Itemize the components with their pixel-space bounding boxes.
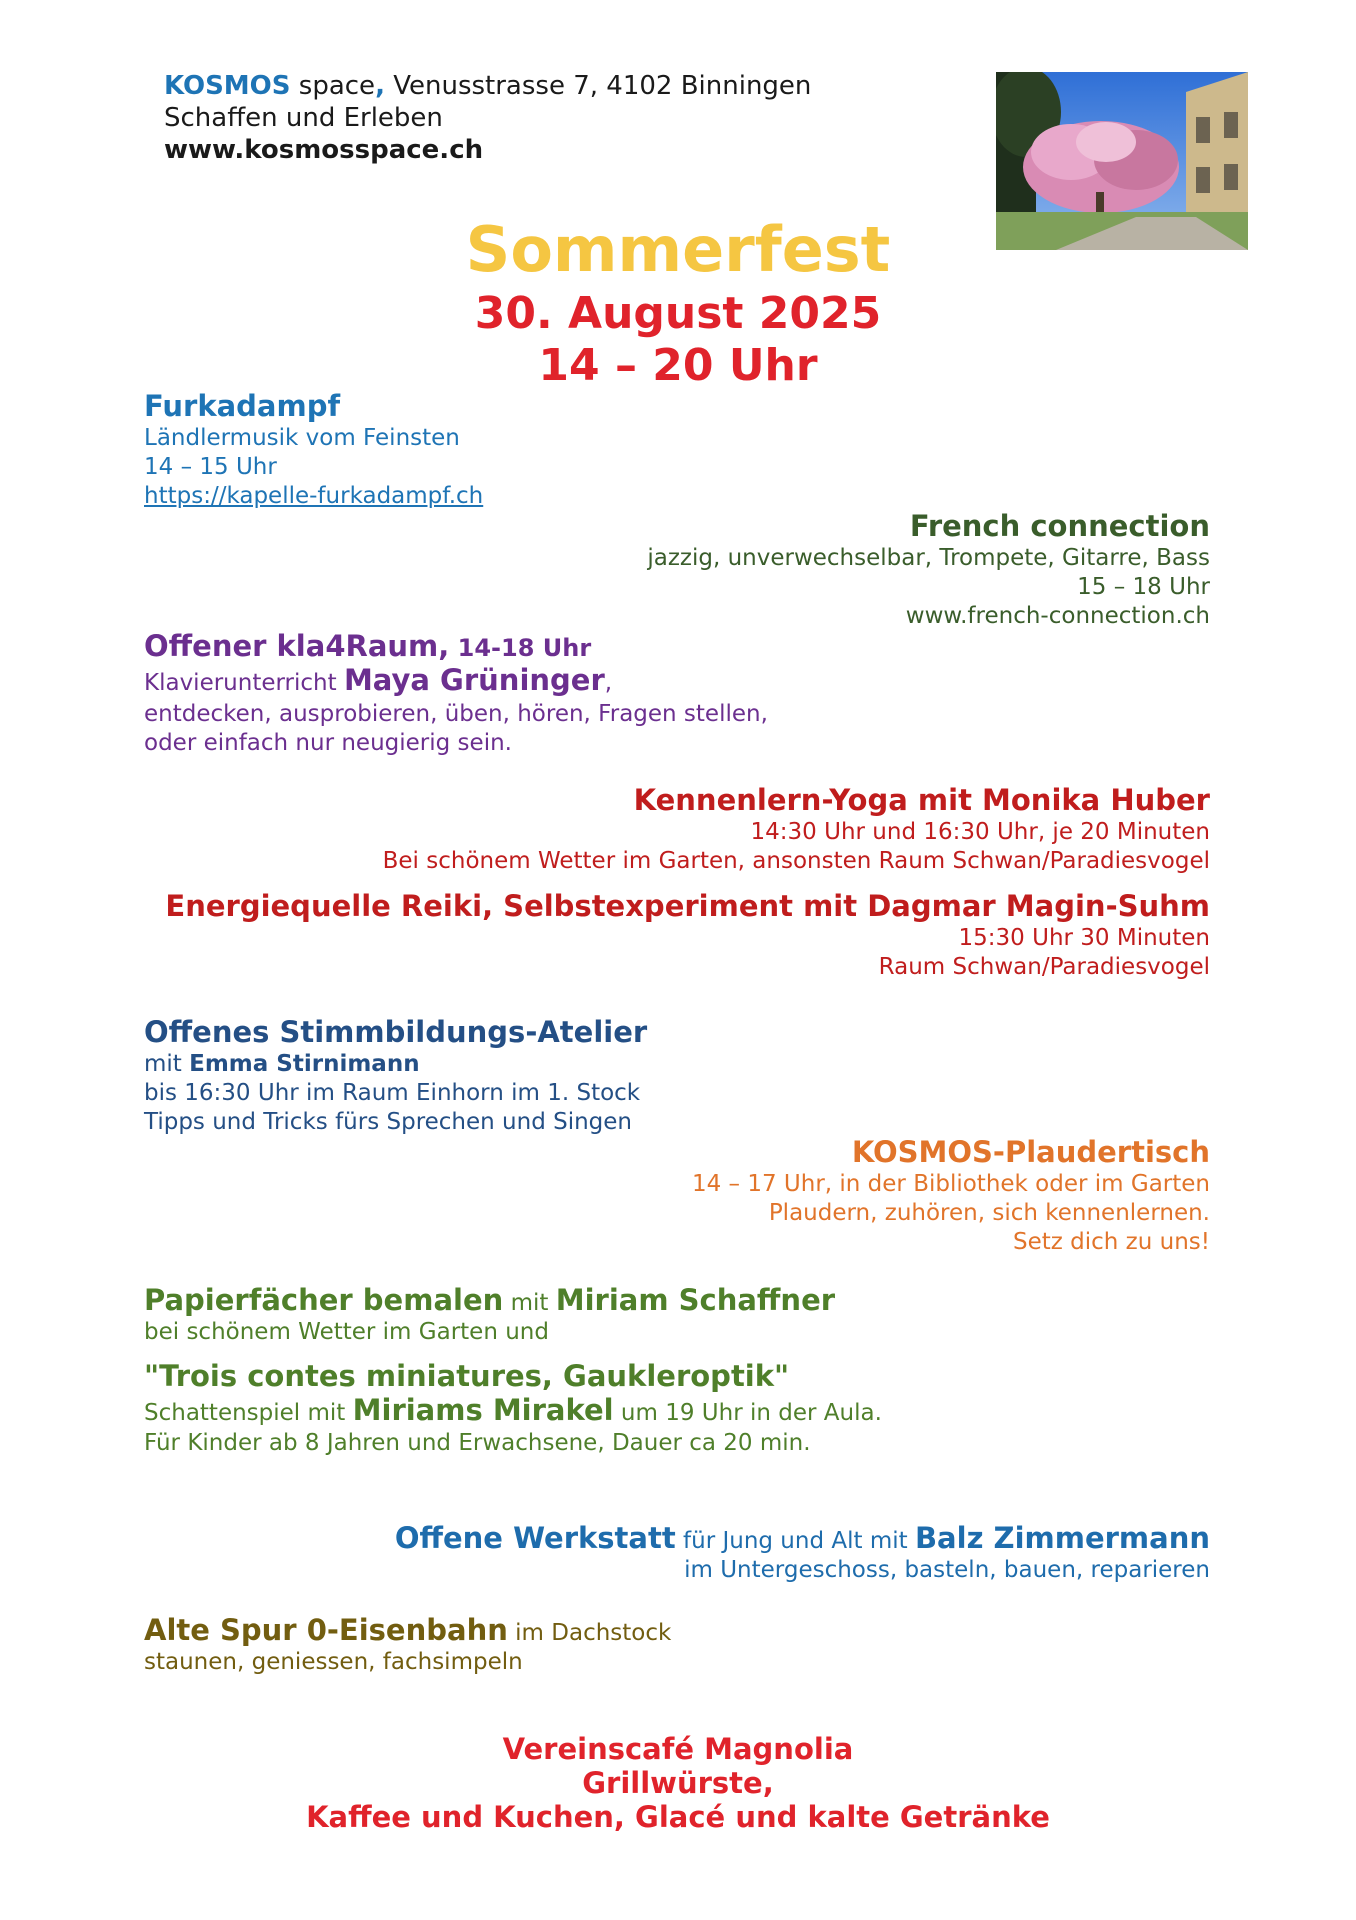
- furkadampf-desc: Ländlermusik vom Feinsten: [144, 425, 460, 451]
- stimm-teacher-pre: mit: [144, 1051, 190, 1077]
- kla4raum-time: 14-18 Uhr: [449, 634, 592, 662]
- header-address-line: [164, 70, 811, 102]
- kla4raum-desc-1: entdecken, ausprobieren, üben, hören, Fragen stellen,: [144, 701, 768, 727]
- eisenbahn-location: im Dachstock: [507, 1620, 672, 1646]
- plauder-time: 14 – 17 Uhr, in der Bibliothek oder im Garten: [691, 1171, 1210, 1197]
- furkadampf-link[interactable]: https://kapelle-furkadampf.ch: [144, 483, 484, 509]
- yoga-time: 14:30 Uhr und 16:30 Uhr, je 20 Minuten: [750, 819, 1210, 845]
- stimm-teacher-line: [144, 1050, 647, 1079]
- program-yoga: [383, 782, 1210, 876]
- event-date: 30. August 2025: [474, 288, 882, 339]
- contes-post: um 19 Uhr in der Aula.: [613, 1400, 882, 1426]
- werkstatt-heading: [395, 1520, 1210, 1556]
- contes-title: "Trois contes miniatures, Gaukleroptik": [144, 1359, 790, 1393]
- reiki-title: Energiequelle Reiki, Selbstexperiment mit Dagmar Magin-Suhm: [165, 889, 1210, 923]
- werkstatt-title: Offene Werkstatt: [394, 1521, 676, 1555]
- program-furkadampf: [144, 388, 483, 511]
- furkadampf-time: 14 – 15 Uhr: [144, 454, 277, 480]
- papier-desc: bei schönem Wetter im Garten und: [144, 1319, 549, 1345]
- program-reiki: [165, 888, 1210, 982]
- eisenbahn-heading: [144, 1612, 671, 1648]
- kla4raum-teacher-line: [144, 664, 768, 700]
- brand-comma: ,: [375, 71, 385, 101]
- stimm-title: Offenes Stimmbildungs-Atelier: [144, 1015, 648, 1049]
- yoga-title: Kennenlern-Yoga mit Monika Huber: [633, 783, 1210, 817]
- plauder-title: KOSMOS-Plaudertisch: [851, 1135, 1210, 1169]
- program-eisenbahn: [144, 1612, 671, 1677]
- french-title: French connection: [909, 509, 1210, 543]
- program-schattenspiel: [144, 1358, 882, 1458]
- program-werkstatt: [395, 1520, 1210, 1585]
- contes-audience: Für Kinder ab 8 Jahren und Erwachsene, Dauer ca 20 min.: [144, 1430, 811, 1456]
- contes-performer: Miriams Mirakel: [352, 1393, 614, 1427]
- program-french-connection: [647, 508, 1210, 631]
- french-desc: jazzig, unverwechselbar, Trompete, Gitarre, Bass: [647, 545, 1210, 571]
- reiki-time: 15:30 Uhr 30 Minuten: [958, 925, 1210, 951]
- title-block: [0, 212, 1356, 392]
- furkadampf-title: Furkadampf: [144, 389, 341, 423]
- address: Venusstrasse 7, 4102 Binningen: [384, 71, 812, 101]
- kla4raum-teacher-post: ,: [604, 670, 613, 696]
- stimm-teacher: Emma Stirnimann: [189, 1051, 420, 1077]
- website[interactable]: www.kosmosspace.ch: [164, 135, 484, 165]
- kla4raum-teacher-pre: Klavierunterricht: [144, 670, 344, 696]
- eisenbahn-desc: staunen, geniessen, fachsimpeln: [144, 1649, 523, 1675]
- tagline: Schaffen und Erleben: [164, 103, 443, 133]
- event-time: 14 – 20 Uhr: [538, 340, 818, 391]
- header: [164, 70, 811, 166]
- kla4raum-title: Offener kla4Raum,: [144, 629, 450, 663]
- brand-name: KOSMOS: [164, 71, 291, 101]
- papier-heading: [144, 1282, 835, 1318]
- plauder-desc: Plaudern, zuhören, sich kennenlernen.: [768, 1200, 1210, 1226]
- papier-mit: mit: [503, 1290, 556, 1316]
- kla4raum-heading: [144, 628, 768, 664]
- yoga-location: Bei schönem Wetter im Garten, ansonsten Raum Schwan/Paradiesvogel: [382, 848, 1210, 874]
- kla4raum-teacher: Maya Grüninger: [343, 663, 605, 697]
- reiki-location: Raum Schwan/Paradiesvogel: [878, 954, 1210, 980]
- eisenbahn-title: Alte Spur 0-Eisenbahn: [144, 1613, 508, 1647]
- cafe-offer: Kaffee und Kuchen, Glacé und kalte Getränke: [306, 1800, 1050, 1834]
- program-kla4raum: [144, 628, 768, 758]
- stimm-desc: Tipps und Tricks fürs Sprechen und Singen: [144, 1109, 633, 1135]
- papier-person: Miriam Schaffner: [555, 1283, 836, 1317]
- contes-line: [144, 1394, 882, 1429]
- plauder-invite: Setz dich zu uns!: [1013, 1229, 1210, 1255]
- french-link[interactable]: www.french-connection.ch: [905, 603, 1210, 629]
- werkstatt-person: Balz Zimmermann: [914, 1521, 1210, 1555]
- werkstatt-desc: im Untergeschoss, basteln, bauen, reparieren: [684, 1557, 1210, 1583]
- kla4raum-desc-2: oder einfach nur neugierig sein.: [144, 730, 512, 756]
- papier-title: Papierfächer bemalen: [144, 1283, 504, 1317]
- program-plaudertisch: [692, 1134, 1210, 1257]
- brand-rest: space: [290, 71, 376, 101]
- contes-pre: Schattenspiel mit: [144, 1400, 353, 1426]
- program-papierfaecher: [144, 1282, 835, 1347]
- cafe-title: Vereinscafé Magnolia: [502, 1732, 854, 1766]
- program-stimmbildung: [144, 1014, 647, 1137]
- cafe-block: [0, 1732, 1356, 1834]
- stimm-location: bis 16:30 Uhr im Raum Einhorn im 1. Stock: [144, 1080, 641, 1106]
- french-time: 15 – 18 Uhr: [1077, 574, 1210, 600]
- werkstatt-mid: für Jung und Alt mit: [675, 1528, 915, 1554]
- cafe-grill: Grillwürste,: [582, 1766, 774, 1800]
- event-title: Sommerfest: [465, 213, 891, 286]
